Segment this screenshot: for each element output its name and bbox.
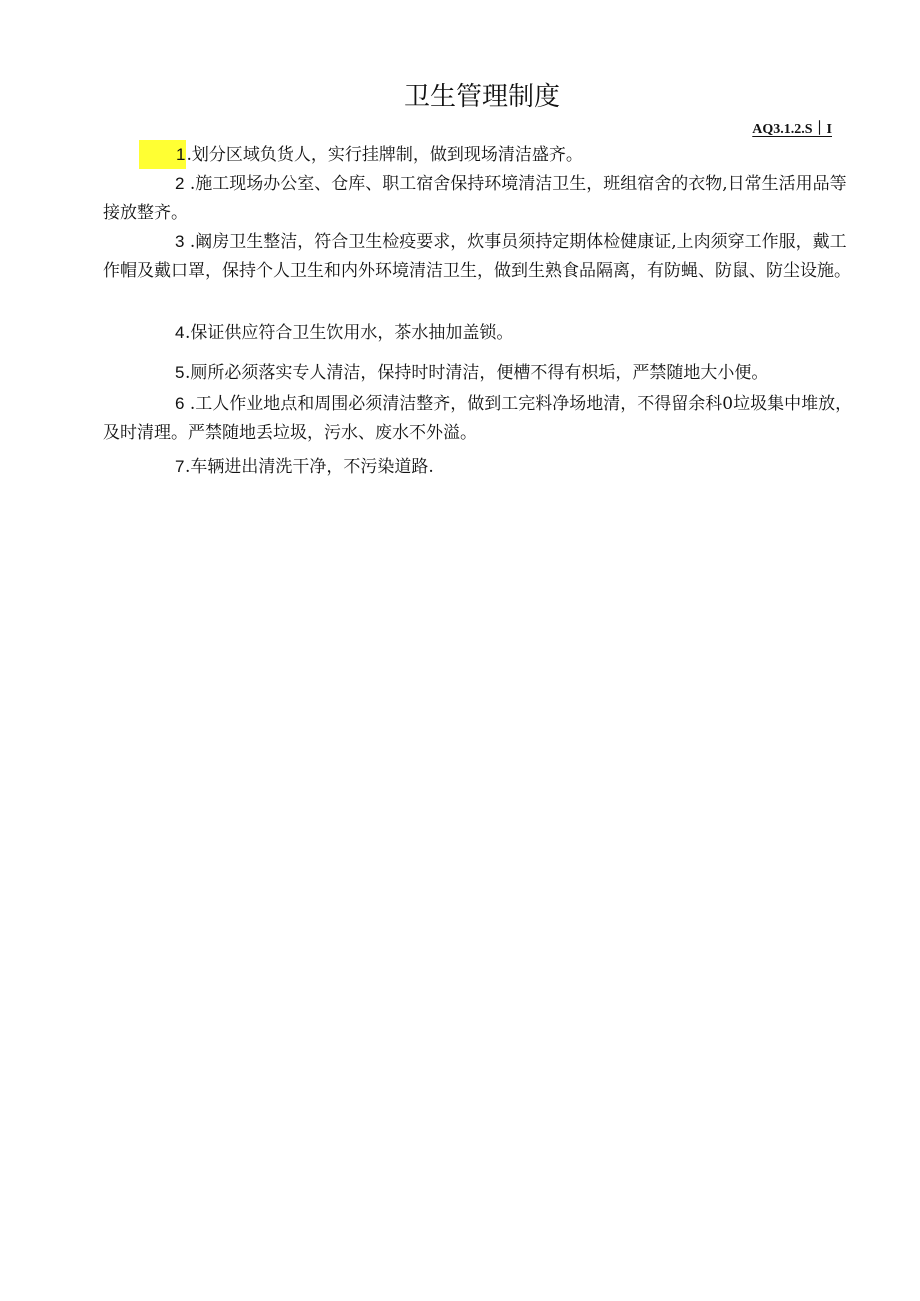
item-text: .阚房卫生整洁，符合卫生检疫要求，炊事员须持定期体检健康证,上肉须穿工作服，戴工作帽及戴口罩，保持个人卫生和内外环境清洁卫生，做到生熟食品隔离，有防蝇、防鼠、防尘设施。 [103, 232, 851, 281]
list-item [103, 318, 863, 348]
list-item [103, 140, 863, 170]
item-number: 3 [175, 232, 185, 251]
list-item [103, 389, 863, 448]
item-text: .施工现场办公室、仓库、职工宿舍保持环境清洁卫生，班组宿舍的衣物,日常生活用品等接放整齐。 [103, 174, 847, 223]
item-number: 2 [175, 174, 185, 193]
item-number: 7 [175, 457, 185, 476]
item-text: .工人作业地点和周围必须清洁整齐，做到工完料净场地清，不得留余科0垃圾集中堆放，及时清理。严禁随地丢垃圾，污水、废水不外溢。 [103, 394, 853, 443]
item-number: 1 [139, 140, 186, 169]
item-text: .保证供应符合卫生饮用水，茶水抽加盖锁。 [185, 323, 514, 343]
item-text: .划分区域负货人，实行挂牌制，做到现场清洁盛齐。 [186, 145, 583, 165]
item-number: 5 [175, 363, 185, 382]
list-item [103, 169, 863, 228]
item-text: .车辆进出清洗干净，不污染道路. [185, 457, 434, 477]
item-text: .厕所必须落实专人清洁，保持时时清洁，便槽不得有枳垢，严禁随地大小便。 [185, 363, 769, 383]
document-code: AQ3.1.2.S｜I [752, 122, 832, 137]
page-title: 卫生管理制度 [403, 82, 560, 112]
item-number: 6 [175, 394, 185, 413]
item-number: 4 [175, 323, 185, 342]
list-item [103, 227, 863, 286]
list-item [103, 358, 863, 388]
list-item [103, 452, 863, 482]
